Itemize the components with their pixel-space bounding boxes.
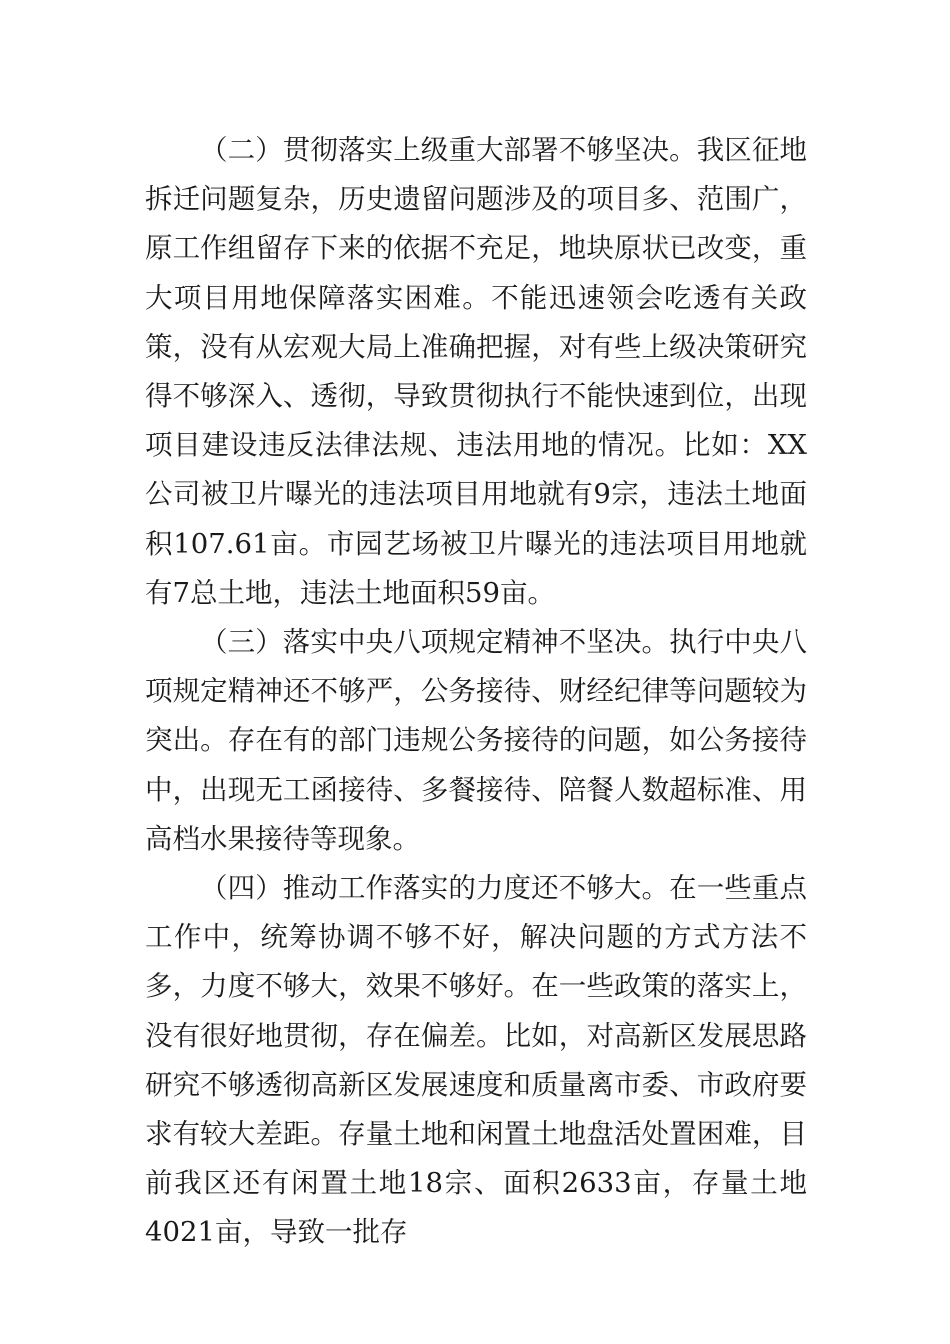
document-body — [145, 126, 807, 1258]
paragraph-section-4: （四）推动工作落实的力度还不够大。在一些重点工作中，统筹协调不够不好，解决问题的方式方法不多，力度不够大，效果不够好。在一些政策的落实上，没有很好地贯彻，存在偏差。比如，对高新区发展思路研究不够透彻高新区发展速度和质量离市委、市政府要求有较大差距。存量土地和闲置土地盘活处置困难，目前我区还有闲置土地18宗、面积2633亩，存量土地4021亩，导致一批存 — [145, 872, 807, 1249]
paragraph-section-3: （三）落实中央八项规定精神不坚决。执行中央八项规定精神还不够严，公务接待、财经纪律等问题较为突出。存在有的部门违规公务接待的问题，如公务接待中，出现无工函接待、多餐接待、陪餐人数超标准、用高档水果接待等现象。 — [145, 626, 807, 855]
paragraph-section-2: （二）贯彻落实上级重大部署不够坚决。我区征地拆迁问题复杂，历史遗留问题涉及的项目多、范围广，原工作组留存下来的依据不充足，地块原状已改变，重大项目用地保障落实困难。不能迅速领会吃透有关政策，没有从宏观大局上准确把握，对有些上级决策研究得不够深入、透彻，导致贯彻执行不能快速到位，出现项目建设违反法律法规、违法用地的情况。比如：XX公司被卫片曝光的违法项目用地就有9宗，违法土地面积107.61亩。市园艺场被卫片曝光的违法项目用地就有7总土地，违法土地面积59亩。 — [145, 134, 807, 609]
